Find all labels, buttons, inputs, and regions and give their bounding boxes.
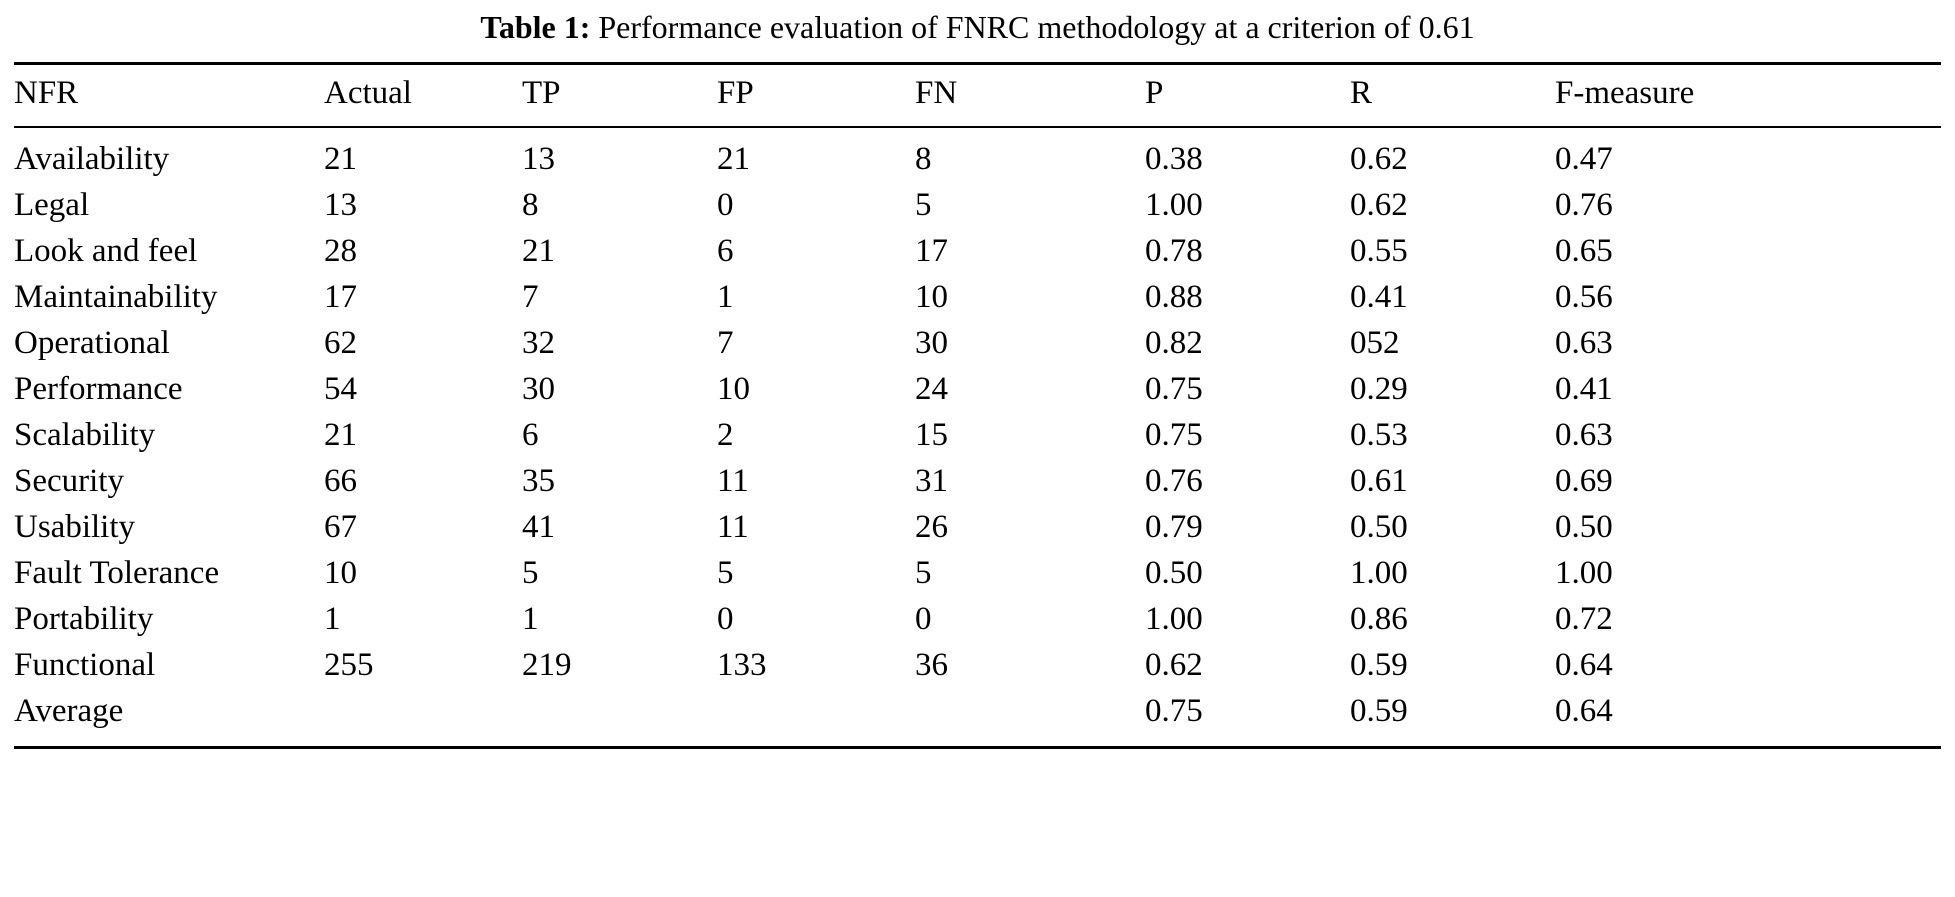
cell-p: 0.38 (1145, 127, 1350, 183)
cell-p: 1.00 (1145, 187, 1203, 224)
cell-nfr: Performance (14, 371, 183, 408)
cell-p: 0.50 (1145, 554, 1203, 591)
cell-r: 0.41 (1350, 279, 1408, 316)
table-body (14, 127, 1941, 745)
cell-tp: 5 (522, 554, 539, 591)
cell-r: 0.86 (1350, 600, 1408, 637)
cell-f-measure: 0.72 (1555, 600, 1613, 637)
cell-r: 0.50 (1350, 509, 1408, 546)
cell-actual: 28 (324, 233, 357, 270)
cell-p: 0.75 (1145, 692, 1203, 729)
cell-actual (324, 689, 522, 746)
cell-r: 0.62 (1350, 127, 1555, 183)
cell-r: 0.62 (1350, 187, 1408, 224)
cell-actual: 17 (324, 279, 357, 316)
table-row (14, 643, 1941, 689)
cell-tp: 13 (522, 127, 717, 183)
column-header-p: P (1145, 64, 1350, 128)
cell-r: 0.55 (1350, 233, 1408, 270)
cell-nfr: Scalability (14, 417, 156, 454)
table-row (14, 367, 1941, 413)
cell-tp: 32 (522, 325, 555, 362)
cell-p: 1.00 (1145, 600, 1203, 637)
cell-actual: 10 (324, 554, 357, 591)
caption-text: Performance evaluation of FNRC methodology at a criterion of 0.61 (598, 9, 1475, 45)
cell-nfr: Usability (14, 509, 135, 546)
column-header-r: R (1350, 64, 1555, 128)
cell-f-measure: 0.56 (1555, 279, 1613, 316)
cell-fn: 24 (915, 371, 948, 408)
cell-nfr: Look and feel (14, 233, 198, 270)
cell-actual: 21 (324, 127, 522, 183)
cell-r: 0.59 (1350, 692, 1408, 729)
cell-f-measure: 0.76 (1555, 187, 1613, 224)
cell-f-measure: 0.63 (1555, 325, 1613, 362)
cell-fn: 15 (915, 417, 948, 454)
cell-nfr: Fault Tolerance (14, 554, 220, 591)
cell-tp: 35 (522, 463, 555, 500)
table-row (14, 413, 1941, 459)
cell-p: 0.88 (1145, 279, 1203, 316)
cell-r: 1.00 (1350, 554, 1408, 591)
cell-f-measure: 0.41 (1555, 371, 1613, 408)
cell-tp: 8 (522, 187, 539, 224)
cell-r: 0.61 (1350, 463, 1408, 500)
table-row (14, 505, 1941, 551)
cell-fn: 8 (915, 127, 1145, 183)
cell-f-measure: 0.65 (1555, 233, 1613, 270)
cell-nfr: Legal (14, 187, 90, 224)
cell-nfr: Functional (14, 646, 156, 683)
cell-nfr: Security (14, 463, 124, 500)
cell-actual: 21 (324, 417, 357, 454)
column-header-fp: FP (717, 64, 915, 128)
cell-r: 052 (1350, 325, 1400, 362)
cell-actual: 255 (324, 646, 374, 683)
cell-tp: 30 (522, 371, 555, 408)
cell-tp: 1 (522, 600, 539, 637)
cell-p: 0.78 (1145, 233, 1203, 270)
cell-fn: 5 (915, 554, 932, 591)
table-row (14, 459, 1941, 505)
cell-f-measure: 0.69 (1555, 463, 1613, 500)
cell-p: 0.82 (1145, 325, 1203, 362)
cell-actual: 13 (324, 187, 357, 224)
table-row (14, 689, 1941, 746)
cell-f-measure: 0.64 (1555, 646, 1613, 683)
cell-fn (915, 689, 1145, 746)
cell-fp: 133 (717, 646, 767, 683)
cell-tp: 7 (522, 279, 539, 316)
cell-fn: 5 (915, 187, 932, 224)
cell-fp (717, 689, 915, 746)
cell-f-measure: 0.63 (1555, 417, 1613, 454)
cell-actual: 62 (324, 325, 357, 362)
cell-fn: 31 (915, 463, 948, 500)
cell-fp: 0 (717, 187, 734, 224)
cell-actual: 67 (324, 509, 357, 546)
cell-fn: 17 (915, 233, 948, 270)
cell-tp (522, 689, 717, 746)
cell-p: 0.75 (1145, 417, 1203, 454)
cell-nfr: Portability (14, 600, 154, 637)
table-row (14, 183, 1941, 229)
cell-fn: 36 (915, 646, 948, 683)
cell-tp: 219 (522, 646, 572, 683)
cell-p: 0.75 (1145, 371, 1203, 408)
cell-fp: 10 (717, 371, 750, 408)
cell-f-measure: 0.64 (1555, 692, 1613, 729)
cell-tp: 41 (522, 509, 555, 546)
table-row (14, 321, 1941, 367)
cell-p: 0.76 (1145, 463, 1203, 500)
cell-fp: 11 (717, 463, 749, 500)
cell-tp: 6 (522, 417, 539, 454)
cell-f-measure: 0.50 (1555, 509, 1613, 546)
cell-actual: 1 (324, 600, 341, 637)
cell-f-measure: 0.47 (1555, 127, 1941, 183)
column-header-nfr: NFR (14, 64, 324, 128)
cell-fn: 0 (915, 600, 932, 637)
cell-fp: 21 (717, 127, 915, 183)
cell-nfr: Maintainability (14, 279, 218, 316)
cell-r: 0.59 (1350, 646, 1408, 683)
cell-fp: 0 (717, 600, 734, 637)
table-header-row (14, 64, 1941, 128)
table-bottom-rule (14, 746, 1941, 749)
table-row (14, 127, 1941, 183)
cell-fp: 6 (717, 233, 734, 270)
cell-fn: 30 (915, 325, 948, 362)
table-header (14, 64, 1941, 128)
table-caption (14, 0, 1941, 62)
cell-fp: 1 (717, 279, 734, 316)
cell-actual: 54 (324, 371, 357, 408)
cell-r: 0.29 (1350, 371, 1408, 408)
cell-fp: 5 (717, 554, 734, 591)
cell-nfr: Average (14, 692, 124, 729)
caption-label: Table 1: (480, 9, 591, 45)
table-row (14, 597, 1941, 643)
cell-nfr: Availability (14, 127, 324, 183)
cell-fn: 26 (915, 509, 948, 546)
cell-fp: 7 (717, 325, 734, 362)
cell-f-measure: 1.00 (1555, 554, 1613, 591)
column-header-actual: Actual (324, 64, 522, 128)
cell-p: 0.62 (1145, 646, 1203, 683)
cell-fn: 10 (915, 279, 948, 316)
cell-r: 0.53 (1350, 417, 1408, 454)
cell-p: 0.79 (1145, 509, 1203, 546)
cell-tp: 21 (522, 233, 555, 270)
table-row (14, 275, 1941, 321)
cell-nfr: Operational (14, 325, 170, 362)
performance-table (14, 62, 1941, 745)
table-row (14, 229, 1941, 275)
column-header-fn: FN (915, 64, 1145, 128)
column-header-tp: TP (522, 64, 717, 128)
table-row (14, 551, 1941, 597)
cell-fp: 11 (717, 509, 749, 546)
cell-fp: 2 (717, 417, 734, 454)
column-header-f-measure: F-measure (1555, 64, 1941, 128)
cell-actual: 66 (324, 463, 357, 500)
